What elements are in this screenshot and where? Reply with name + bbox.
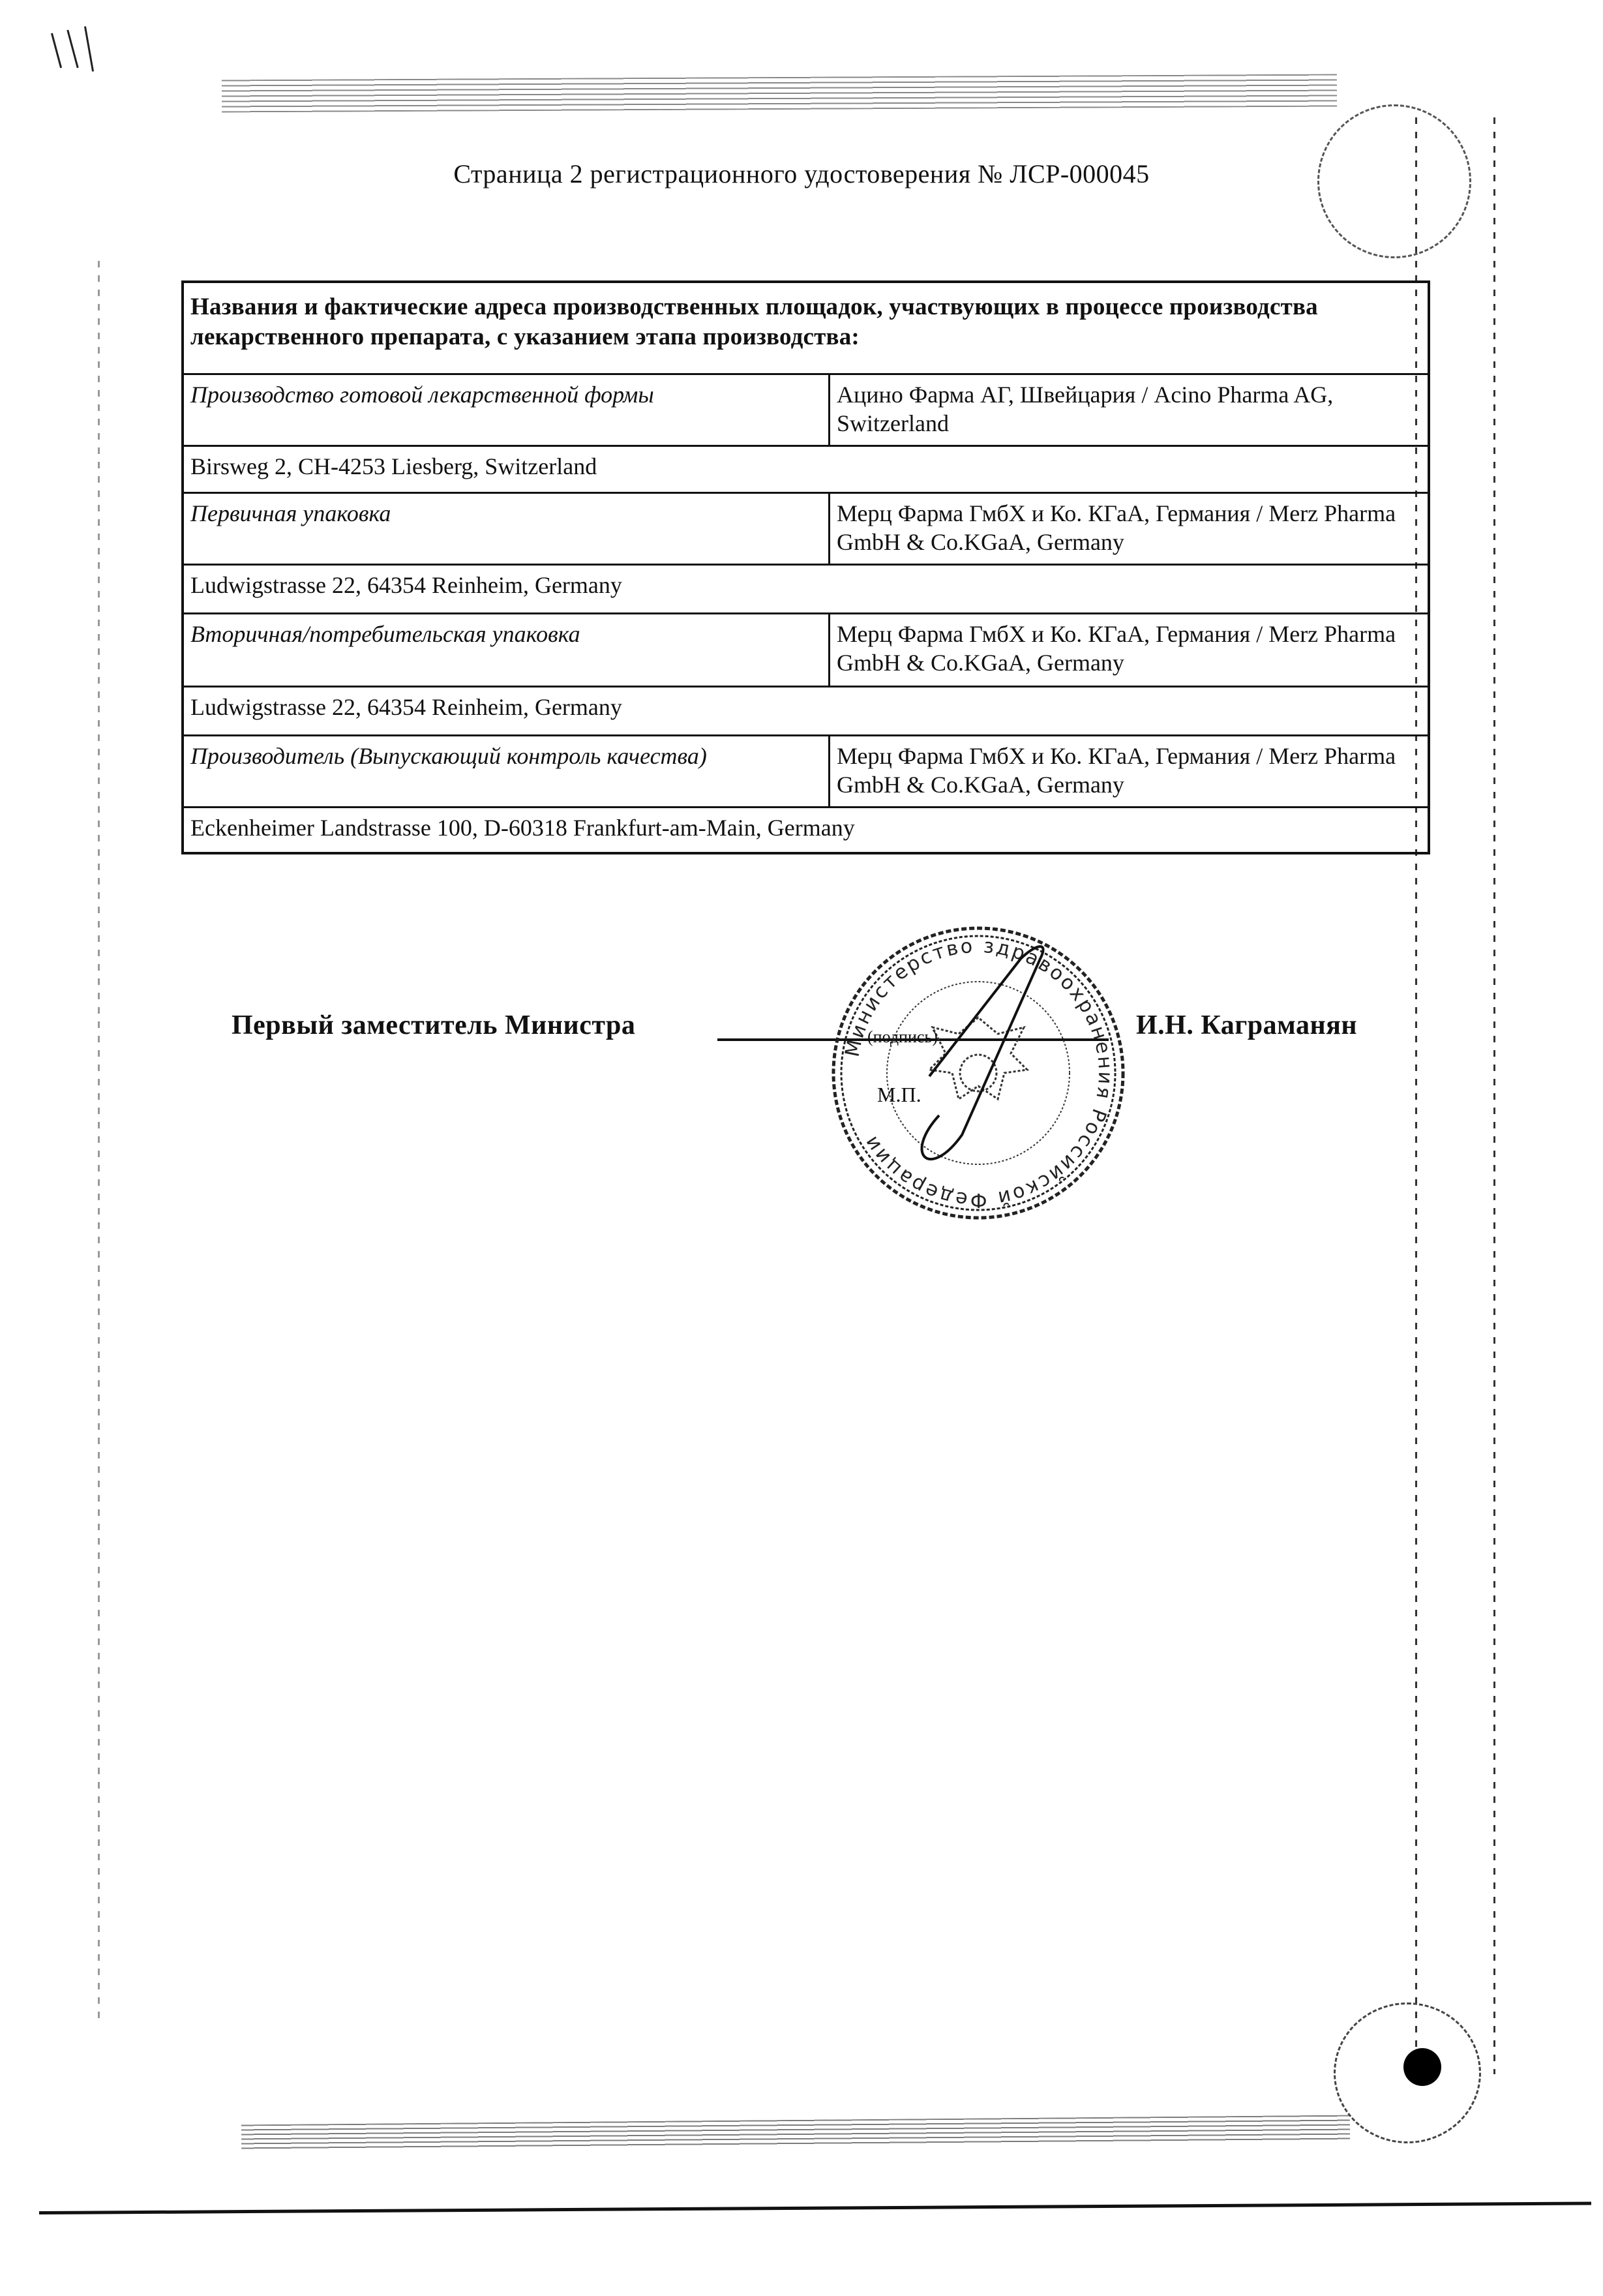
company-cell: Ацино Фарма АГ, Швейцария / Acino Pharma AG, Switzerland [837,382,1334,436]
signature-caption: (подпись) [867,1027,938,1046]
table-row [184,492,1428,564]
table-row [184,612,1428,686]
scan-artifact-line [1493,117,1495,2074]
table-header: Названия и фактические адреса производственных площадок, участвующих в процессе производства лекарственного препарата, с указанием этапа производства: [190,294,1318,350]
signatory-name: И.Н. Каграманян [1136,1010,1358,1040]
seal-caption: М.П. [877,1083,921,1106]
signature-block [0,1004,1603,1057]
address-cell: Ludwigstrasse 22, 64354 Reinheim, Germany [190,694,622,720]
signatory-title: Первый заместитель Министра [232,1010,636,1040]
stage-cell: Вторичная/потребительская упаковка [184,614,830,686]
official-stamp [825,920,1131,1226]
table-row-address [184,686,1428,734]
stage-cell: Производитель (Выпускающий контроль качества) [184,736,830,806]
stage-cell: Первичная упаковка [184,494,830,564]
address-cell: Eckenheimer Landstrasse 100, D-60318 Frankfurt-am-Main, Germany [190,815,855,841]
table-header-row [184,283,1428,373]
scan-artifact-band-bottom [241,2115,1350,2151]
address-cell: Birsweg 2, CH-4253 Liesberg, Switzerland [190,453,597,479]
stage-cell: Производство готовой лекарственной формы [184,375,830,445]
scan-artifact-line [98,261,100,2022]
address-cell: Ludwigstrasse 22, 64354 Reinheim, Germany [190,572,622,598]
hologram-dot [1403,2048,1441,2086]
table-row [184,373,1428,445]
table-row-address [184,564,1428,612]
scan-artifact-band-top [222,74,1337,113]
scan-artifact-mark [51,33,62,68]
company-cell: Мерц Фарма ГмбХ и Ко. КГаА, Германия / Merz Pharma GmbH & Co.KGaA, Germany [837,743,1396,798]
table-row [184,734,1428,806]
scan-artifact-mark [67,30,78,68]
table-row-address [184,445,1428,492]
table-row-address [184,806,1428,852]
svg-text:Министерство здравоохранения Р: Министерство здравоохранения Российской Федерации [841,934,1117,1212]
stamp-seal-icon [825,920,1131,1226]
page-header: Страница 2 регистрационного удостоверения № ЛСР-000045 [453,159,1150,189]
company-cell: Мерц Фарма ГмбХ и Ко. КГаА, Германия / Merz Pharma GmbH & Co.KGaA, Germany [837,621,1396,676]
company-cell: Мерц Фарма ГмбХ и Ко. КГаА, Германия / Merz Pharma GmbH & Co.KGaA, Germany [837,500,1396,555]
scan-artifact-mark [84,26,94,71]
page-bottom-rule [39,2201,1591,2214]
manufacturing-sites-table [181,280,1430,854]
